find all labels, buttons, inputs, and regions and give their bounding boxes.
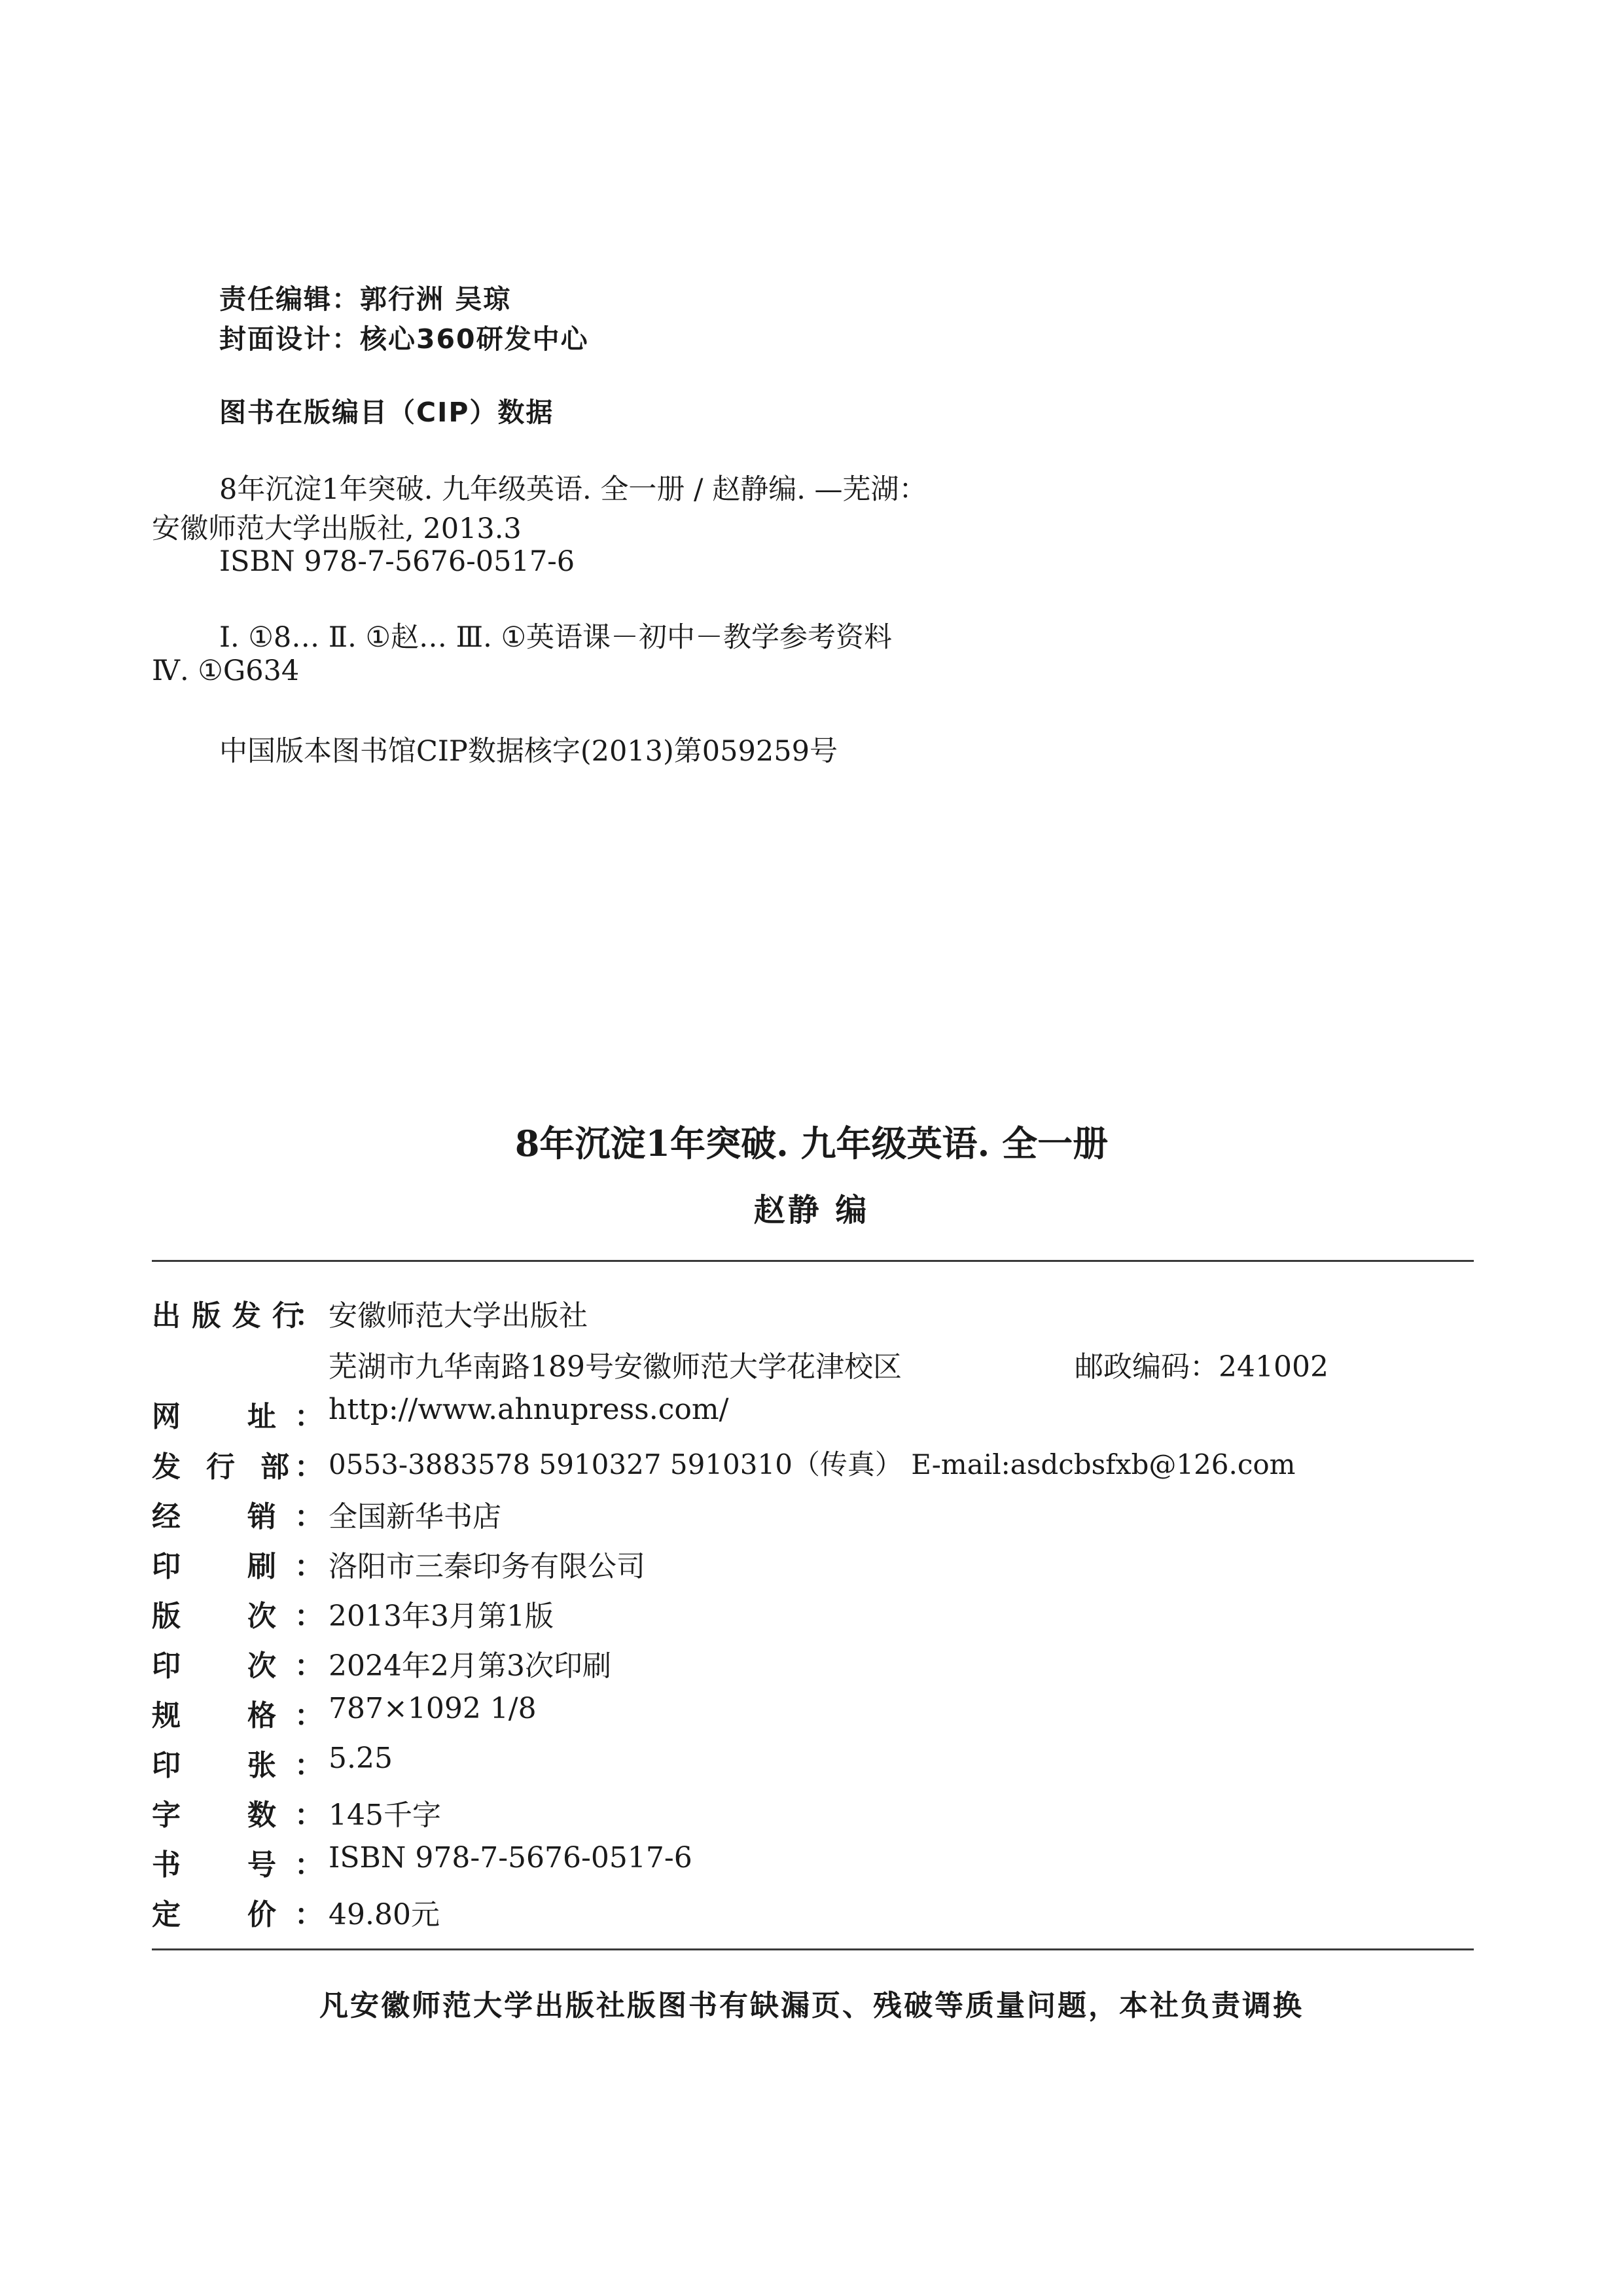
info-colon: ：	[294, 1550, 323, 1583]
cip-line-1: 8年沉淀1年突破. 九年级英语. 全一册 / 赵静编. —芜湖：	[219, 473, 927, 506]
info-colon: ：	[294, 1699, 323, 1732]
label-char: 定	[152, 1898, 181, 1931]
info-colon: ：	[294, 1450, 323, 1484]
info-value-postcode: 邮政编码：241002	[1075, 1350, 1329, 1384]
book-title: 8年沉淀1年突破. 九年级英语. 全一册	[514, 1122, 1109, 1164]
info-value-words: 145千字	[329, 1799, 441, 1832]
quality-notice: 凡安徽师范大学出版社版图书有缺漏页、残破等质量问题，本社负责调换	[319, 1989, 1304, 2022]
bottom-divider	[152, 1948, 1474, 1950]
cip-line-2: 安徽师范大学出版社, 2013.3	[152, 512, 522, 545]
info-label-format	[152, 1692, 276, 1734]
info-colon: ：	[294, 1898, 323, 1931]
label-char: 次	[247, 1600, 276, 1633]
info-value-distributor: 全国新华书店	[329, 1500, 501, 1534]
label-char: 部	[260, 1450, 289, 1484]
top-divider	[152, 1260, 1474, 1262]
label-char: 行	[272, 1299, 301, 1333]
info-label-printer	[152, 1543, 276, 1585]
info-colon: ：	[294, 1649, 323, 1683]
label-char: 字	[152, 1799, 181, 1832]
info-label-sales	[152, 1443, 289, 1485]
cip-heading: 图书在版编目（CIP）数据	[219, 397, 554, 428]
label-char: 版	[152, 1600, 181, 1633]
label-char: 址	[247, 1400, 276, 1433]
label-char: 次	[247, 1649, 276, 1683]
info-label-publisher	[152, 1292, 301, 1334]
info-value-isbn: ISBN 978-7-5676-0517-6	[329, 1841, 692, 1874]
cover-design: 封面设计：核心360研发中心	[219, 323, 589, 355]
info-value-price: 49.80元	[329, 1898, 440, 1931]
info-label-distributor	[152, 1493, 276, 1535]
label-char: 印	[152, 1649, 181, 1683]
label-char: 发	[152, 1450, 181, 1484]
info-label-isbn	[152, 1841, 276, 1883]
info-colon: ：	[294, 1848, 323, 1882]
info-value-printing: 2024年2月第3次印刷	[329, 1649, 611, 1683]
info-value-printer: 洛阳市三秦印务有限公司	[329, 1550, 645, 1583]
label-char: 格	[247, 1699, 276, 1732]
cip-line-3: ISBN 978-7-5676-0517-6	[219, 545, 575, 578]
info-label-edition	[152, 1592, 276, 1634]
info-label-website	[152, 1393, 276, 1435]
label-char: 张	[247, 1749, 276, 1782]
info-colon: ：	[294, 1500, 323, 1534]
info-colon: ：	[294, 1400, 323, 1433]
label-char: 号	[247, 1848, 276, 1882]
info-colon: ：	[294, 1299, 323, 1333]
info-colon: ：	[294, 1600, 323, 1633]
label-char: 销	[247, 1500, 276, 1534]
label-char: 行	[206, 1450, 235, 1484]
label-char: 出	[152, 1299, 181, 1333]
label-char: 印	[152, 1749, 181, 1782]
label-char: 刷	[247, 1550, 276, 1583]
info-colon: ：	[294, 1749, 323, 1782]
cip-line-5: Ⅳ. ①G634	[152, 655, 300, 687]
info-label-words	[152, 1791, 276, 1833]
label-char: 印	[152, 1550, 181, 1583]
label-char: 书	[152, 1848, 181, 1882]
cip-line-4: Ⅰ. ①8… Ⅱ. ①赵… Ⅲ. ①英语课－初中－教学参考资料	[219, 621, 893, 654]
label-char: 数	[247, 1799, 276, 1832]
info-value-edition: 2013年3月第1版	[329, 1600, 554, 1633]
info-value-sales: 0553-3883578 5910327 5910310（传真） E-mail:asdcbsfxb@126.com	[329, 1448, 1296, 1480]
info-value-format: 787×1092 1/8	[329, 1692, 537, 1725]
info-value-publisher: 安徽师范大学出版社	[329, 1299, 588, 1333]
responsible-editor: 责任编辑：郭行洲 吴琼	[219, 283, 512, 315]
info-colon: ：	[294, 1799, 323, 1832]
label-char: 发	[232, 1299, 261, 1333]
label-char: 版	[192, 1299, 221, 1333]
label-char: 规	[152, 1699, 181, 1732]
info-label-price	[152, 1891, 276, 1933]
info-value-address: 芜湖市九华南路189号安徽师范大学花津校区	[329, 1350, 902, 1384]
info-value-website[interactable]: http://www.ahnupress.com/	[329, 1393, 729, 1426]
info-label-printing	[152, 1642, 276, 1684]
label-char: 价	[247, 1898, 276, 1931]
cip-line-6: 中国版本图书馆CIP数据核字(2013)第059259号	[219, 735, 838, 768]
label-char: 经	[152, 1500, 181, 1534]
info-label-sheets	[152, 1742, 276, 1784]
label-char: 网	[152, 1400, 181, 1433]
book-author: 赵静 编	[753, 1192, 870, 1229]
info-value-sheets: 5.25	[329, 1742, 393, 1775]
